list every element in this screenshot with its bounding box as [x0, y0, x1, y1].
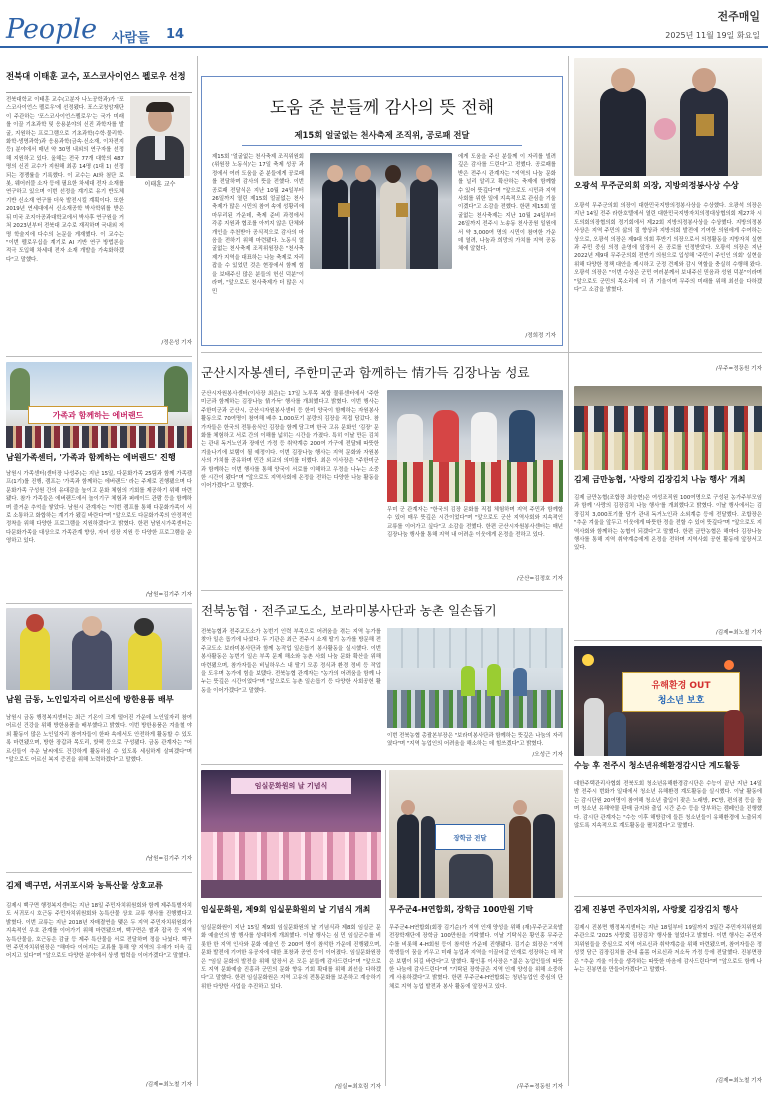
body-namwon-police: 남원시 금동 행정복지센터는 최근 기온이 크게 떨어진 가운데 노인일자리 참여 어르신 건강을 위해 방한용품을 배부했다고 밝혔다. 이번 방한용품은 겨울철 야외 활동이 많은 노인일자리 참여자들이 한파 속에서도 안전하게 활동할 수 있도록 마련됐으며, 방한 장갑과 목도리, 핫팩 등으로 구성됐다. 금동 관계자는 "어르신들이 추운 날씨에도 건강하게 활동하실 수 있도록 세심하게 살피겠다"며 "앞으로도 어르신 복지 증진을 위해 노력하겠다"고 말했다. [6, 715, 192, 764]
photo-suneung [574, 646, 762, 756]
column-rule [568, 56, 569, 1086]
article-owoo [574, 180, 762, 372]
headline-owoo: 오광석 무주군의회 의장, 지방의정봉사상 수상 [574, 180, 739, 190]
byline-kimbaek: /김제=최노철 기자 [145, 1082, 192, 1088]
divider [201, 590, 563, 591]
photo-banner-muju4h: 장학금 전달 [453, 833, 487, 842]
body-kimjang-left: 군산시자원봉사센터(이사장 최은)는 17일 노루목 복합 물류센터에서 '주한미군과 함께하는 김장나눔 情가득' 행사를 개최했다고 밝혔다. 이번 행사는 주한미군과 군산시, 군산시자원봉사센터 등 한미 양국이 함께하는 자원봉사 활동으로 70여명이 참여해 배추 1,000포기 분량의 김장을 직접 담갔다. 참가자들은 한국의 전통음식인 김장을 함께 담그며 한국 고유 문화인 '김장' 문화를 체험하고 서로 간의 이해를 넓히는 시간을 가졌다. 특히 이날 만든 김치는 관내 독거노인과 장애인 가정 등 취약계층 200여 가구에 전달돼 따뜻한 겨울나기에 보탬이 될 예정이다. 이번 김장나눔 행사는 지역 문화와 자원봉사의 가치를 공유하며 민간 외교의 의미를 더했다. 최은 이사장은 "주한미군과 함께하는 이번 행사를 통해 양국이 서로를 이해하고 우정을 나누는 소중한 시간이 됐다"며 "앞으로도 지역사회에 온정을 전하는 다양한 나눔 활동을 이어가겠다"고 말했다. [201, 391, 379, 490]
byline-kimje-jin: /김제=최노철 기자 [715, 1078, 762, 1084]
body-namwon-family: 남원시 가족센터(센터장 나성주)는 지난 15일, 다문화가족 25팀과 함께 가족캠프(1기)를 진행, 캠프는 '가족과 함께하는 에버랜드' 라는 주제로 진행됐으며 다문화가족 구성원 간의 유대감을 높이고 문화 체험의 기회를 제공하기 위해 마련됐다. 참가 가족들은 에버랜드에서 놀이기구 체험과 퍼레이드 관람 등을 함께하며 즐거운 추억을 쌓았다. 남원시 관계자는 "이번 캠프를 통해 다문화가족이 서로 소통하고 화합하는 계기가 됐길 바란다"며 "앞으로도 다문화가족의 안정적인 정착을 위해 다양한 프로그램을 지원하겠다"고 밝혔다. 한편 남원시가족센터는 다문화가족을 대상으로 가족관계 향상, 자녀 성장 지원 등 다양한 프로그램을 운영하고 있다. [6, 471, 192, 545]
headline-thanks: 도움 준 분들께 감사의 뜻 전해 [269, 98, 495, 118]
body-boram-left: 전북농협과 전주교도소가 농번기 인력 부족으로 어려움을 겪는 지역 농가를 찾아 일손 돕기에 나섰다. 두 기관은 최근 전주시 소재 딸기 농가를 방문해 전주교도소 보라미봉사단과 함께 농작업 일손돕기 봉사활동을 실시했다. 이번 봉사활동은 농번기 일손 부족 문제 해소와 농촌 사회 나눔 문화 확산을 위해 마련됐으며, 참가자들은 비닐하우스 내 딸기 모종 정식과 환경 정비 등 작업을 도우며 농가에 힘을 보탰다. 전북농협 관계자는 "농가의 어려움을 함께 나누는 뜻깊은 시간이었다"며 "앞으로도 농촌 일손돕기 등 다양한 사회공헌 활동을 이어가겠다"고 말했다. [201, 629, 381, 694]
divider [574, 640, 762, 641]
feature-box-thanks [201, 76, 563, 346]
body-lee: 전북대학교 이태훈 교수(고분자 나노공학과)가 '포스코사이언스 펠로우'에 선정됐다. 포스코청암재단이 주관하는 '포스코사이언스펠로우'는 국가 미래를 이끌 기초과학 및 응용분야의 신진 과학자를 발굴, 지원하는 프로그램으로 기초과학(수학·물리학·화학·생명과학)과 응용과학(금속·신소재, 이차전지 등) 분야에서 매년 약 30명 내외의 연구자를 선정해 지원하고 있다. 올해는 전국 77개 대학의 487명의 신진 교수가 지원해 최종 14명 (1대 1) 선정되는 경쟁률을 기록했다. 이 교수는 AI와 첨단 로봇, 웨어러블 소자 등에 필요한 차세대 전자 소재를 연구하고 있으며 이번 선정을 계기로 유기 반도체 기반 신소재 연구를 더욱 발전시킬 계획이다. 또한 2019년 연세대에서 신소재공학 박사학위를 받은 뒤 미국 조지아공과대학교에서 박사후 연구원을 거쳐 2023년부터 전북대 교수로 재직하며 국내외 저명 학술지에 다수의 논문을 게재했다. 이 교수는 "이번 펠로우십을 계기로 AI 기반 연구 방법론을 적극 도입해 차세대 전자 소재 개발을 가속화하겠다"고 말했다. [6, 97, 124, 263]
headline-muju4h: 무주군4-H연합회, 장학금 100만원 기탁 [389, 905, 534, 914]
section-name: 사람들 [112, 31, 150, 46]
photo-lee-portrait [130, 96, 190, 176]
photo-namwon-elderly [6, 608, 192, 690]
photo-boram [387, 628, 563, 728]
photo-kimje-kimjang [574, 386, 762, 470]
headline-namwon-police: 남원 금동, 노인일자리 어르신에 방한용품 배부 [6, 694, 174, 704]
article-kimbaek [6, 880, 192, 1086]
body-owoo: 오광석 무주군의회 의장이 대한민국지방의정봉사상을 수상했다. 오광석 의장은 지난 14일 전주 라한호텔에서 열린 대한민국지방자치의정대상협의회 제27차 시도의회의장협의회 정기회에서 제22회 지방의정봉사상을 수상했다. 지방의정봉사상은 지역 주민의 삶의 질 향상과 지방의회 발전에 기여한 의원에게 수여하는 상으로, 오광석 의장은 제9대 의회 후반기 의장으로서 의정활동을 지방자치 실현과 주민 중심 의정 운영에 앞장서 온 공로를 인정받았다. 오광석 의장은 지난 2022년 제9대 무주군의회 전반기 의원으로 입성해 '주민이 주인인 의회' 실현을 위해 다양한 정책 대안을 제시하고 군정 견제와 감시 역할을 충실히 수행해 왔다. 오광석 의장은 "이번 수상은 군민 여러분께서 보내주신 믿음과 성원 덕분"이라며 "앞으로도 군민의 목소리에 더 귀 기울이며 무주의 미래를 위해 최선을 다하겠다"고 소감을 밝혔다. [574, 203, 762, 294]
photo-namwon-family [6, 362, 192, 448]
article-muju4h [389, 904, 563, 1088]
body-muju4h: 무주군4-H연합회(회장 김기순)가 지역 인재 양성을 위해 (재)무주군교육발전장학재단에 장학금 100만원을 기탁했다. 이날 기탁식은 황인홍 무주군수를 비롯해 4-H회원 등이 참석한 가운데 진행됐다. 김기순 회장은 "지역 학생들이 꿈을 키우고 미래 농업과 지역을 이끌어갈 인재로 성장하는 데 작은 보탬이 되길 바란다"고 말했다. 황인홍 이사장은 "젊은 농업인들의 따뜻한 나눔에 감사드린다"며 "기탁된 장학금은 지역 인재 양성을 위해 소중하게 사용하겠다"고 밝혔다. 한편 무주군4-H연합회는 청년농업인 중심의 단체로 지역 농업 발전과 봉사 활동에 앞장서고 있다. [389, 925, 563, 990]
byline-kimjang: /군산=김정호 기자 [516, 576, 563, 582]
body-kimje-kimjang: 김제 금만농협(조합장 최승현)은 여성조직원 100여명으로 구성된 농가주부모임과 함께 '사랑의 김장김치 나눔 행사'를 개최했다고 밝혔다. 이날 행사에서는 김장김치 3,000포기를 담가 관내 독거노인과 소외계층 등에 전달했다. 조합장은 "추운 겨울을 앞두고 이웃에게 따뜻한 정을 전할 수 있어 뜻깊다"며 "앞으로도 지역사회와 함께하는 농협이 되겠다"고 말했다. 한편 금만농협은 해마다 김장나눔 행사를 통해 지역 취약계층에게 온정을 전하며 지역사회 공헌 활동에 앞장서고 있다. [574, 495, 762, 552]
byline-namwon-family: /남원=김기주 기자 [145, 592, 192, 598]
article-kimje-jin [574, 904, 762, 1090]
photo-banner-text: 가족과 함께하는 에버랜드 [52, 410, 144, 420]
section-brand: People [6, 14, 98, 45]
headline-namwon-family: 남원가족센터, '가족과 함께하는 에버랜드' 진행 [6, 452, 176, 462]
body-kimbaek: 김제시 백구면 행정복지센터는 지난 18일 주민자치위원회와 함께 제주특별자치도 서귀포시 호근동 주민자치위원회와 농특산물 상호 교류 행사를 진행했다고 밝혔다. 이번 교류는 지난 2018년 자매결연을 맺은 두 지역 주민자치위원회가 지속적인 우호 관계를 이어가기 위해 마련됐으며, 백구면은 쌀과 잡곡 등 지역 농특산물을, 호근동은 감귤 등 제주 특산물을 서로 전달하며 정을 나눴다. 백구면 주민자치위원장은 "해마다 이어지는 교류를 통해 양 지역의 우애가 더욱 깊어지고 있다"며 "앞으로도 다양한 분야에서 상생 협력을 이어가겠다"고 말했다. [6, 903, 192, 960]
body-lee-cont [6, 198, 192, 338]
divider [574, 896, 762, 897]
photo-owoo-award [574, 58, 762, 176]
masthead-rule [0, 46, 768, 48]
headline-boram: 전북농협 · 전주교도소, 보라미봉사단과 농촌 일손돕기 [201, 603, 497, 618]
byline-imsil: /임실=최호림 기자 [334, 1084, 381, 1090]
paper-name: 전주매일 [717, 10, 760, 23]
body-thanks-under [310, 273, 452, 337]
headline-suneung: 수능 후 전주시 청소년유해환경감시단 계도활동 [574, 761, 740, 770]
photo-imsil [201, 770, 381, 898]
headline-kimjang: 군산시자봉센터, 주한미군과 함께하는 情가득 김장나눔 성료 [201, 365, 530, 380]
byline-owoo: /무주=정동원 기자 [715, 366, 762, 372]
byline-muju4h: /무주=정동원 기자 [516, 1084, 563, 1090]
body-suneung: 대한주택관리사협회 전북도회 청소년유해환경감시단은 수능이 끝난 지난 14일 밤 전주시 번화가 일대에서 청소년 유해환경 계도활동을 실시했다. 이날 활동에는 감시단원 20여명이 참여해 청소년 출입이 잦은 노래방, PC방, 편의점 등을 돌며 청소년 유해약물 판매 금지와 출입 시간 준수 등을 당부하는 캠페인을 진행했다. 감시단 관계자는 "수능 이후 해방감에 들뜬 청소년들이 유해환경에 노출되지 않도록 지속적으로 계도활동을 펼치겠다"고 말했다. [574, 781, 762, 830]
article-namwon-police [6, 694, 192, 864]
photo-banner-imsil: 임실문화원의 날 기념식 [254, 782, 328, 790]
article-boram [201, 598, 563, 760]
banner-line-1: 유해환경 OUT [651, 681, 711, 691]
divider [201, 764, 563, 765]
caption-lee: 이태훈 교수 [144, 181, 176, 188]
byline-kimje-kimjang: /김제=최노철 기자 [715, 630, 762, 636]
article-kimje-kimjang [574, 474, 762, 634]
article-suneung [574, 760, 762, 892]
headline-lee: 전북대 이태훈 교수, 포스코사이언스 펠로우 선정 [6, 71, 186, 81]
body-boram-right: 이번 전북농협 총괄본부장은 "보라미봉사단과 함께하는 뜻깊은 나눔의 자리였다"며 "지역 농업인의 어려움을 해소하는 데 힘쓰겠다"고 밝혔다. [387, 733, 563, 748]
byline-thanks: /정희정 기자 [525, 333, 556, 339]
divider [6, 356, 192, 357]
photo-kimjang [387, 390, 563, 502]
column-rule [385, 770, 386, 1086]
page-number: 14 [166, 27, 185, 42]
article-imsil [201, 904, 381, 1088]
body-kimjang-right: 무미 군 관계자는 "한국의 김장 문화를 직접 체험하며 지역 주민과 함께할 수 있어 매우 뜻깊은 시간이었다"며 "앞으로도 군산 지역사회와 지속적인 교류를 이어가고 싶다"고 소감을 전했다. 한편 군산시자원봉사센터는 매년 김장나눔 행사를 통해 지역 내 어려운 이웃에게 온정을 전하고 있다. [387, 507, 563, 539]
issue-date: 2025년 11월 19일 화요일 [665, 31, 760, 40]
article-kimjang [201, 360, 563, 584]
divider [6, 603, 192, 604]
body-kimje-jin: 김제시 진봉면 행정복지센터는 지난 18일부터 19일까지 3일간 주민자치위원회 주관으로 '2025 사랑愛 김장김치' 행사를 열었다고 밝혔다. 이번 행사는 주민자치위원들을 중심으로 지역 어르신과 취약계층을 위해 마련됐으며, 참여자들은 정성껏 담근 김장김치를 관내 홀몸 어르신과 저소득 가정 등에 전달했다. 진봉면장은 "추운 겨울 이웃을 생각하는 따뜻한 마음에 감사드린다"며 "앞으로도 함께 나누는 진봉면을 만들어가겠다"고 말했다. [574, 925, 762, 974]
byline-namwon-police: /남원=김기주 기자 [145, 856, 192, 862]
headline-kimje-jin: 김제 진봉면 주민자치위, 사랑愛 김장김치 행사 [574, 905, 739, 914]
subhead-thanks: 제15회 얼굴없는 천사축제 조직위, 공로패 전달 [294, 130, 470, 140]
photo-muju4h [389, 770, 563, 898]
byline-lee: /정은성 기자 [161, 340, 192, 346]
headline-kimje-kimjang: 김제 금만농협, '사랑의 김장김치 나눔 행사' 개최 [574, 475, 746, 484]
body-imsil: 임실문화원이 지난 15일 제9회 임실문화원의 날 기념식과 제8회 임실군 문화 예술인의 밤 행사를 성대하게 개최했다. 이날 행사는 심 민 임실군수를 비롯한 한 지역 인사와 문화 예술인 등 200여 명이 참석한 가운데 진행됐으며, 문화 발전에 기여한 유공자에 대한 표창과 공연 등이 이어졌다. 임실문화원장은 "임실 문화의 발전을 위해 앞장서 온 모든 분들께 감사드린다"며 "앞으로도 지역 문화예술 진흥과 군민의 문화 향유 기회 확대를 위해 최선을 다하겠다"고 말했다. 한편 임실문화원은 지역 고유의 전통문화를 보존하고 계승하기 위한 다양한 사업을 추진하고 있다. [201, 925, 381, 990]
headline-kimbaek: 김제 백구면, 서귀포시와 농특산물 상호교류 [6, 880, 163, 890]
masthead [0, 0, 768, 48]
body-thanks-right: 에게 도움을 주신 분들께 이 자리를 빌려 깊은 감사를 드린다"고 전했다. 공로패를 받은 전주시 관계자는 "지역의 나눔 문화를 널리 알리고 확산하는 축제에 함께할 수 있어 뜻깊다"며 "앞으로도 시민과 지역사회를 위한 일에 지속적으로 관심을 기울이겠다"고 소감을 전했다. 한편 제15회 얼굴없는 천사축제는 지난 10월 24일부터 26일까지 전주시 노송동 천사공원 일원에서 약 3,000여 명의 시민이 참여한 가운데 열려, 나눔과 희망의 가치를 지역 공동체에 알렸다. [458, 154, 556, 253]
article-namwon-family [6, 452, 192, 600]
headline-imsil: 임실문화원, 제9회 임실문화원의 날 기념식 개최 [201, 905, 371, 914]
photo-thanks-award [310, 153, 452, 269]
column-rule [197, 56, 198, 1086]
byline-boram: /오성근 기자 [532, 752, 563, 758]
divider [201, 352, 762, 353]
banner-line-2: 청소년 보호 [657, 696, 705, 706]
article-lee [6, 70, 192, 348]
body-thanks-left: 제15회 '얼굴없는 천사축제 조직위원회(위원장 노동식)'는 17일 축제 성공 과정에서 여러 도움을 준 분들에게 공로패를 전달하며 감사의 뜻을 전했다. 이번 공로패 전달식은 지난 10월 24일부터 26일까지 열린 제15회 얼굴없는 천사축제가 많은 시민의 참여 속에 성황리에 마무리된 가운데, 축제 준비 과정에서 각종 지원과 협조를 아끼지 않은 단체와 개인을 추천받아 공식적으로 감사의 마음을 전하기 위해 마련됐다. 노동식 얼굴없는 천사축제 조직위원장은 "천사축제가 지역을 대표하는 나눔 축제로 자리잡을 수 있었던 것은 현장에서 함께 힘을 보태주신 많은 분들의 헌신 덕분"이라며, "앞으로도 천사축제가 더 많은 시민 [212, 154, 304, 295]
divider [6, 872, 192, 873]
